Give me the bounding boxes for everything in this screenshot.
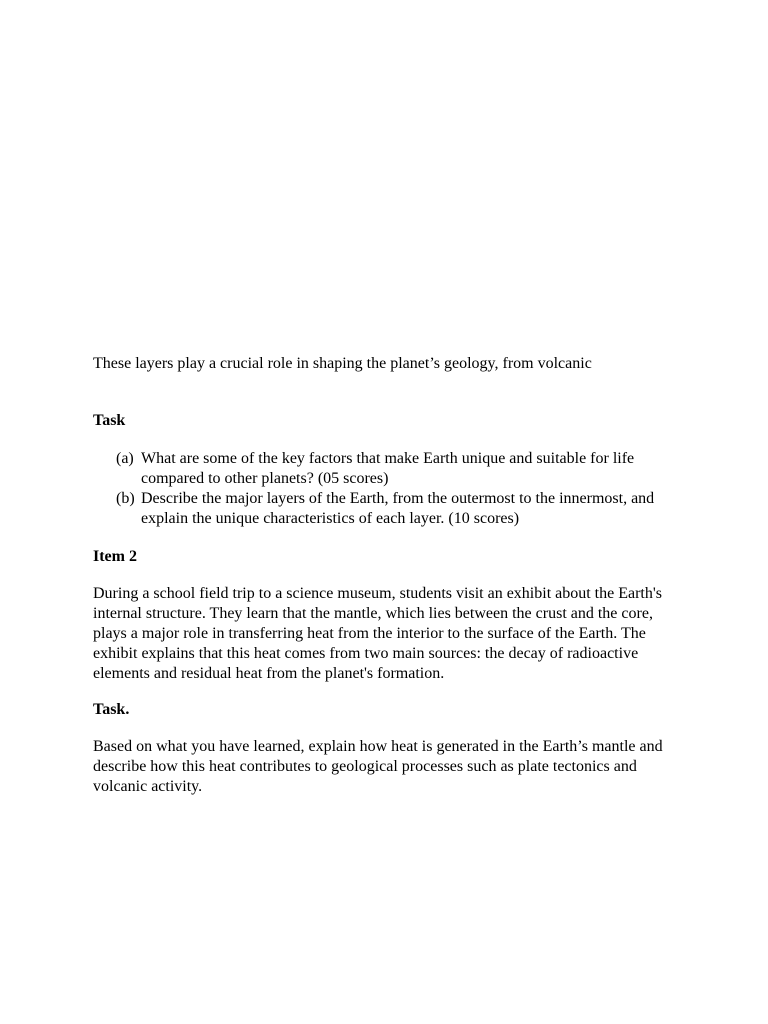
task-item-text: What are some of the key factors that make Earth unique and suitable for life compared to other planets? (05 scores) [141,450,635,487]
task-2-paragraph: Based on what you have learned, explain how heat is generated in the Earth’s mantle and describe how this heat contributes to geological processes such as plate tectonics and volcanic activity. [93,738,663,795]
task-heading: Task [93,412,126,429]
task-item-b [116,489,683,529]
task-item-text: Describe the major layers of the Earth, from the outermost to the innermost, and explain the unique characteristics of each layer. (10 scores) [141,490,655,527]
task-list [93,449,683,529]
intro-paragraph: These layers play a crucial role in shaping the planet’s geology, from volcanic [93,355,592,372]
task-item-marker: (a) [116,450,134,467]
task-item-marker: (b) [116,490,135,507]
document-content [93,354,683,797]
item-2-heading: Item 2 [93,548,137,565]
item-2-paragraph: During a school field trip to a science museum, students visit an exhibit about the Earth's internal structure. They learn that the mantle, which lies between the crust and the core, plays a major role in transferring heat from the interior to the surface of the Earth. The exhibit explains that this heat comes from two main sources: the decay of radioactive elements and residual heat from the planet's formation. [93,585,662,682]
task-heading-2: Task. [93,701,130,718]
task-item-a [116,449,683,489]
